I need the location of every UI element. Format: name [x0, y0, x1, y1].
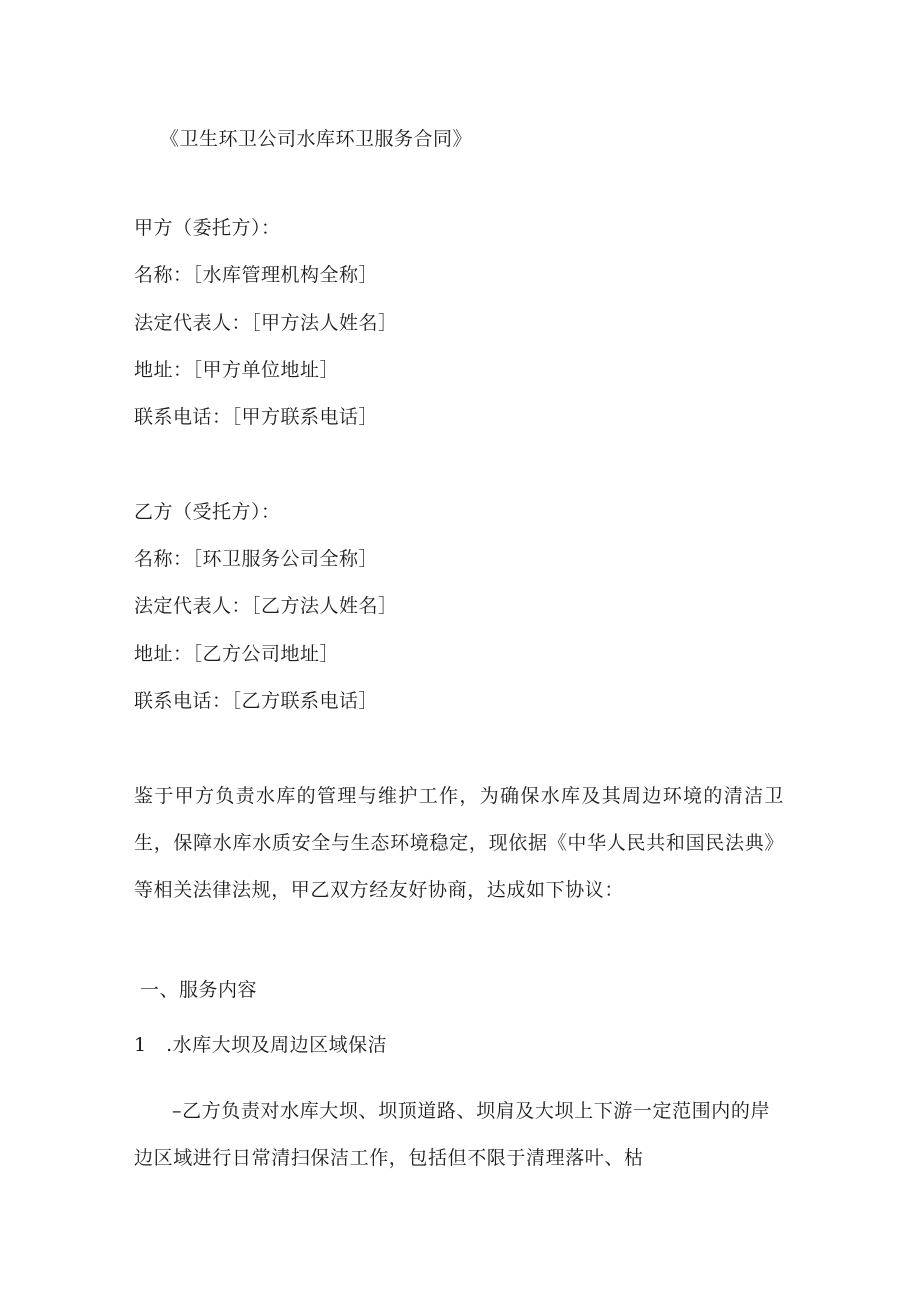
party-a-heading: 甲方（委托方）：	[134, 217, 281, 239]
party-b-heading: 乙方（受托方）：	[134, 501, 281, 523]
preamble-paragraph: 鉴于甲方负责水库的管理与维护工作，为确保水库及其周边环境的清洁卫生，保障水库水质安全与生态环境稳定，现依据《中华人民共和国民法典》等相关法律法规，甲乙双方经友好协商，达成如下协议：	[134, 785, 784, 901]
party-b-name: 名称：［环卫服务公司全称］	[134, 548, 379, 570]
subsection-heading-dam-cleaning: 1 .水库大坝及周边区域保洁	[134, 1034, 388, 1056]
party-b-address: 地址：［乙方公司地址］	[134, 643, 340, 665]
section-heading-service-content: 一、服务内容	[140, 979, 258, 1001]
subsection-body-dam-cleaning: –乙方负责对水库大坝、坝顶道路、坝肩及大坝上下游一定范围内的岸边区域进行日常清扫保洁工作，包括但不限于清理落叶、枯	[134, 1100, 771, 1169]
party-a-address: 地址：［甲方单位地址］	[134, 359, 340, 381]
party-a-name: 名称：［水库管理机构全称］	[134, 264, 379, 286]
contract-title: 《卫生环卫公司水库环卫服务合同》	[160, 128, 473, 150]
party-b-legal-rep: 法定代表人：［乙方法人姓名］	[134, 595, 398, 617]
party-a-legal-rep: 法定代表人：［甲方法人姓名］	[134, 312, 398, 334]
party-b-phone: 联系电话：［乙方联系电话］	[134, 690, 379, 712]
party-a-phone: 联系电话：［甲方联系电话］	[134, 406, 379, 428]
